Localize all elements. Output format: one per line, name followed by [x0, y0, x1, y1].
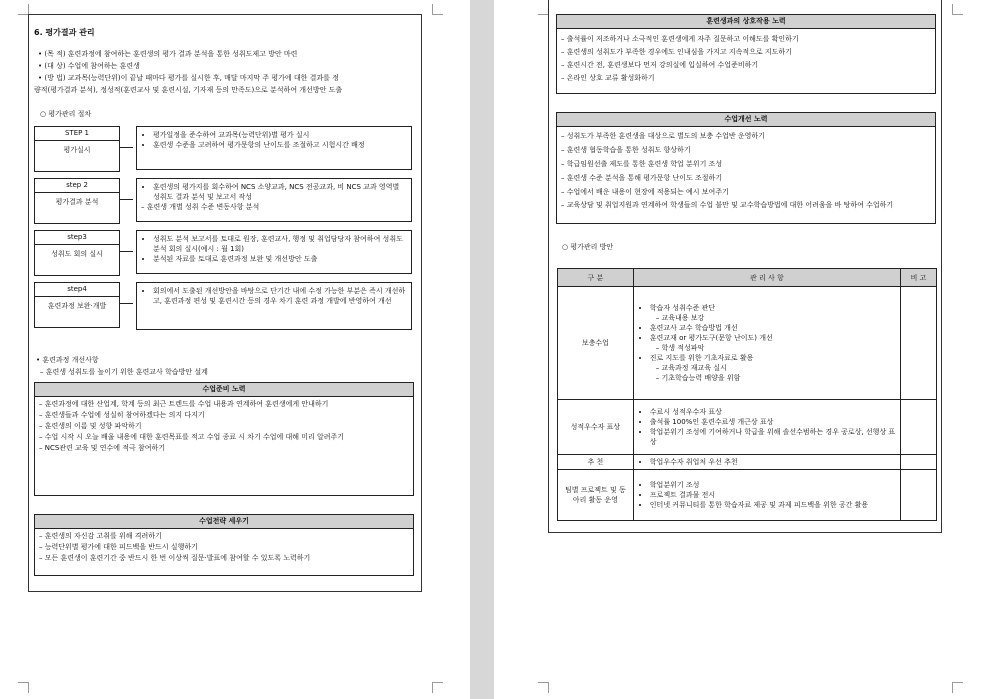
step-description	[136, 126, 412, 170]
table-item: • 학업분위기 조성에 기여하거나 학급을 위해 솔선수범하는 경우 공로상, 선행상 표상	[650, 427, 896, 447]
step-body: 성취도 회의 실시	[51, 250, 103, 258]
step-body: 훈련과정 보완·개발	[47, 302, 107, 310]
table-item: • 진로 지도를 위한 기초자료로 활용	[650, 353, 896, 363]
step-connector	[119, 303, 133, 304]
intro-line: 량적(평가결과 분석), 정성적(훈련교사 및 훈련시설, 기자재 등의 만족도)으로 분석하여 개선방안 도출	[34, 86, 343, 94]
step-description	[136, 178, 412, 222]
table-header: 비 고	[901, 269, 937, 287]
section-title: 수업전략 세우기	[35, 515, 413, 529]
table-note-cell	[901, 287, 937, 400]
table-category: 성적우수자 표상	[558, 400, 634, 455]
step-desc-note: – 훈련생 개별 성취 수준 변동사항 분석	[141, 203, 260, 211]
table-cell	[633, 400, 900, 455]
improve-sub: – 훈련생 성취도를 높이기 위한 훈련교사 학습방안 설계	[40, 368, 208, 376]
step-head: step3	[35, 231, 119, 245]
procedure-label: ○ 평가관리 절차	[40, 110, 92, 118]
improve-label: • 훈련과정 개선사항	[36, 356, 99, 364]
table-row	[558, 287, 937, 400]
step-box	[34, 126, 120, 172]
step-description	[136, 282, 412, 330]
table-category: 추 천	[558, 455, 634, 470]
section-item: – 훈련생의 이름 및 성향 파악하기	[39, 422, 142, 430]
intro-line: • (방 법) 교과목(능력단위)이 끝날 때마다 평가를 실시한 후, 매달 마지막 주 평가에 대한 결과를 정	[38, 74, 339, 82]
table-category: 보충수업	[558, 287, 634, 400]
table-subitem: – 기초학습능력 배양을 위함	[655, 374, 741, 382]
document-page-left	[0, 0, 470, 699]
plan-label: ○ 평가관리 방안	[562, 243, 614, 251]
section-item: – 교육상담 및 취업지원과 연계하여 학생들의 수업 불만 및 교수학습방법에 대한 어려움을 바 탕하여 수업하기	[561, 201, 894, 209]
section-item: – 학급임원선출 제도를 통한 훈련생 학업 분위기 조성	[561, 160, 723, 168]
section-item: – 훈련생의 자신감 고취를 위해 격려하기	[39, 532, 162, 540]
table-category: 팀별 프로젝트 및 동아리 활동 운영	[558, 470, 634, 521]
section-heading: 6. 평가결과 관리	[34, 28, 95, 37]
section-item: – 훈련시간 전, 훈련생보다 먼저 강의실에 입실하여 수업준비하기	[561, 61, 759, 69]
table-row	[558, 400, 937, 455]
table-row	[558, 470, 937, 521]
table-cell	[633, 455, 900, 470]
table-note-cell	[901, 400, 937, 455]
step-body: 평가실시	[63, 146, 91, 154]
step-connector	[119, 147, 133, 148]
section-item: – 성취도가 부족한 훈련생을 대상으로 별도의 보충 수업반 운영하기	[561, 132, 765, 140]
strategy-section	[34, 514, 414, 576]
table-header: 관 리 사 항	[633, 269, 900, 287]
table-item: • 학업분위기 조성	[650, 480, 896, 490]
section-item: – 능력단위별 평가에 대한 피드백을 반드시 실행하기	[39, 543, 198, 551]
section-item: – 온라인 상호 교류 활성화하기	[561, 74, 655, 82]
section-item: – 훈련생의 성취도가 부족한 경우에도 인내심을 가지고 지속적으로 지도하기	[561, 48, 792, 56]
table-item: • 출석률 100%인 훈련수료생 개근상 표상	[650, 417, 896, 427]
step-desc-item: • 훈련생의 평가지를 회수하여 NCS 소양교과, NCS 전공교과, 비 NCS 교과 영역별 성취도 결과 분석 및 보고서 작성	[153, 182, 407, 202]
step-description	[136, 230, 412, 274]
intro-line: • (목 적) 훈련과정에 참여하는 훈련생의 평가 결과 분석을 통한 성취도제고 방안 마련	[38, 50, 298, 58]
step-head: step 2	[35, 179, 119, 193]
step-head: STEP 1	[35, 127, 119, 141]
interaction-section	[556, 14, 936, 94]
step-box	[34, 178, 120, 224]
table-subitem: – 교육내용 보강	[655, 314, 705, 322]
improve-section	[556, 112, 936, 224]
table-item: • 수료시 성적우수자 표상	[650, 407, 896, 417]
table-header: 구 분	[558, 269, 634, 287]
step-head: step4	[35, 283, 119, 297]
step-box	[34, 282, 120, 328]
table-item: • 프로젝트 결과물 전시	[650, 490, 896, 500]
section-item: – 출석률이 저조하거나 소극적인 훈련생에게 자주 질문하고 이해도를 확인하기	[561, 35, 799, 43]
step-connector	[119, 199, 133, 200]
step-desc-item: • 훈련생 수준을 고려하여 평가문항의 난이도를 조절하고 시험시간 배정	[153, 140, 407, 150]
step-box	[34, 230, 120, 276]
table-subitem: – 학생 적성파악	[655, 344, 705, 352]
table-subitem: – 교육과정 재교육 실시	[655, 364, 727, 372]
section-item: – 훈련생 협동학습을 통한 성취도 향상하기	[561, 146, 691, 154]
step-desc-item: • 평가일정을 준수하여 교과목(능력단위)별 평가 실시	[153, 130, 407, 140]
table-cell	[633, 287, 900, 400]
section-item: – 수업 시작 시 오늘 배울 내용에 대한 훈련목표를 적고 수업 종료 시 차기 수업에 대해 미리 알려주기	[39, 433, 345, 441]
step-desc-item: • 회의에서 도출된 개선방안을 바탕으로 단기간 내에 수정 가능한 부분은 즉시 개선하고, 훈련과정 편성 및 훈련시간 등의 경우 차기 훈련 과정 개발에 반영하여 개선	[153, 286, 407, 306]
section-title: 수업준비 노력	[35, 383, 413, 397]
section-item: – NCS관련 교육 및 연수에 적극 참여하기	[39, 444, 166, 452]
section-item: – 훈련과정에 대한 산업계, 학계 등의 최근 트렌드를 수업 내용과 연계하여 훈련생에게 안내하기	[39, 400, 329, 408]
section-title: 훈련생과의 상호작용 노력	[557, 15, 935, 29]
section-item: – 모든 훈련생이 훈련기간 중 반드시 한 번 이상씩 질문·발표에 참여할 수 있도록 노력하기	[39, 554, 311, 562]
table-item: • 훈련교재 or 평가도구(문항 난이도) 개선	[650, 333, 896, 343]
section-title: 수업개선 노력	[557, 113, 935, 127]
document-page-right	[494, 0, 988, 699]
table-item: • 인터넷 커뮤니티를 통한 학습자료 제공 및 과제 피드백을 위한 공간 활용	[650, 500, 896, 510]
prep-section	[34, 382, 414, 496]
step-connector	[119, 251, 133, 252]
intro-line: • (대 상) 수업에 참여하는 훈련생	[38, 62, 140, 70]
section-item: – 훈련생들과 수업에 성실히 참여하겠다는 의지 다지기	[39, 411, 205, 419]
table-item: • 학습자 성취수준 관단	[650, 303, 896, 313]
page-gutter	[470, 0, 494, 699]
section-item: – 훈련생 수준 분석을 통해 평가문항 난이도 조절하기	[561, 174, 723, 182]
step-desc-item: • 성취도 분석 보고서를 토대로 원장, 훈련교사, 행정 및 취업담당자 참여하여 성취도 분석 회의 실시(예시 : 월 1회)	[153, 234, 407, 254]
step-desc-item: • 분석된 자료를 토대로 훈련과정 보완 및 개선방안 도출	[153, 254, 407, 264]
table-cell	[633, 470, 900, 521]
table-note-cell	[901, 470, 937, 521]
table-row	[558, 455, 937, 470]
step-body: 평가결과 분석	[55, 198, 99, 206]
management-table	[557, 268, 937, 521]
table-item: • 훈련교사 교수 학습방법 개선	[650, 323, 896, 333]
table-header-row	[558, 269, 937, 287]
section-item: – 수업에서 배운 내용이 현장에 적용되는 예시 보여주기	[561, 188, 729, 196]
table-item: • 학업우수자 취업처 우선 추천	[650, 457, 896, 467]
table-note-cell	[901, 455, 937, 470]
